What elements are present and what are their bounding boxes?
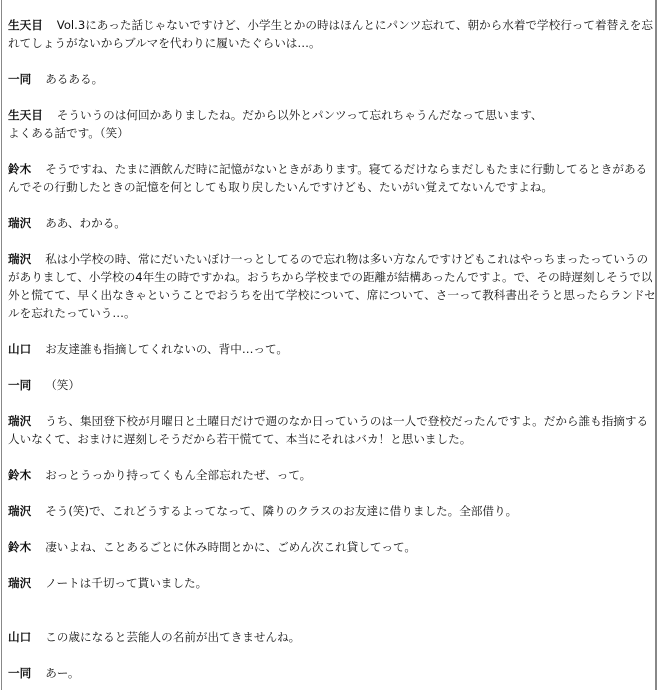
dialogue-line	[8, 70, 656, 88]
dialogue-text: ああ、わかる。	[45, 216, 126, 230]
dialogue-text: そうですね、たまに酒飲んだ時に記憶がないときがあります。寝てるだけならまだしもたまに行動してるときがあるんでその行動したときの記憶を何としても取り戻したいんですけども、たいがい覚えてないんですよね。	[8, 162, 648, 194]
dialogue-text: 凄いよね、ことあるごとに休み時間とかに、ごめん次これ貸してって。	[45, 540, 416, 554]
dialogue-text: そういうのは何回かありましたね。だから以外とパンツって忘れちゃうんだなって思います、 よくある話です。（笑）	[8, 108, 543, 140]
dialogue-line	[8, 538, 656, 556]
speaker-name: 山口	[8, 342, 32, 356]
speaker-name: 鈴木	[8, 540, 32, 554]
speaker-name: 山口	[8, 630, 32, 644]
speaker-name: 生天目	[8, 18, 43, 32]
dialogue-text: あるある。	[45, 72, 104, 86]
speaker-name: 鈴木	[8, 468, 32, 482]
dialogue-line	[8, 466, 656, 484]
dialogue-line	[8, 214, 656, 232]
dialogue-line	[8, 574, 656, 592]
speaker-name: 瑞沢	[8, 216, 32, 230]
dialogue-line	[8, 16, 656, 52]
dialogue-line	[8, 664, 656, 682]
dialogue-line	[8, 160, 656, 196]
dialogue-text: そう(笑)で、これどうするよってなって、隣りのクラスのお友達に借りました。全部借り。	[45, 504, 518, 518]
dialogue-line	[8, 502, 656, 520]
dialogue-line	[8, 628, 656, 646]
dialogue-text: おっとうっかり持ってくもん全部忘れたぜ、って。	[45, 468, 312, 482]
speaker-name: 生天目	[8, 108, 43, 122]
speaker-name: 鈴木	[8, 162, 32, 176]
page-frame	[1, 0, 657, 690]
dialogue-text: お友達誰も指摘してくれないの、背中…って。	[45, 342, 288, 356]
speaker-name: 一同	[8, 378, 32, 392]
speaker-name: 一同	[8, 666, 32, 680]
dialogue-text: あー。	[45, 666, 80, 680]
dialogue-text: 私は小学校の時、常にだいたいぼけ一っとしてるので忘れ物は多い方なんですけどもこれはやっちまったっていうのがありまして、小学校の4年生の時ですかね。おうちから学校までの距離が結構あったんですよ。で、その時遅刻しそうで以外と慌てて、早く出なきゃということでおうちを出て学校について、席について、さ一って教科書出そうと思ったらランドセルを忘れたっていう…。	[8, 252, 656, 320]
speaker-name: 一同	[8, 72, 32, 86]
dialogue-text: ノートは千切って貰いました。	[45, 576, 208, 590]
speaker-name: 瑞沢	[8, 252, 32, 266]
transcript	[8, 16, 656, 700]
dialogue-line	[8, 106, 656, 142]
speaker-name: 瑞沢	[8, 504, 32, 518]
speaker-name: 瑞沢	[8, 414, 32, 428]
dialogue-line	[8, 340, 656, 358]
dialogue-text: Vol.3にあった話じゃないですけど、小学生とかの時はほんとにパンツ忘れて、朝から水着で学校行って着替えを忘れてしょうがないからブルマを代わりに履いたぐらいは…。	[8, 18, 653, 50]
dialogue-line	[8, 376, 656, 394]
dialogue-line	[8, 250, 656, 322]
dialogue-text: うち、集団登下校が月曜日と土曜日だけで週のなか日っていうのは一人で登校だったんですよ。だから誰も指摘する人いなくて、おまけに遅刻しそうだから若干慌てて、本当にそれはバカ！と思いました。	[8, 414, 649, 446]
speaker-name: 瑞沢	[8, 576, 32, 590]
dialogue-line	[8, 412, 656, 448]
dialogue-text: （笑）	[45, 378, 80, 392]
dialogue-text: この歳になると芸能人の名前が出てきませんね。	[45, 630, 301, 644]
